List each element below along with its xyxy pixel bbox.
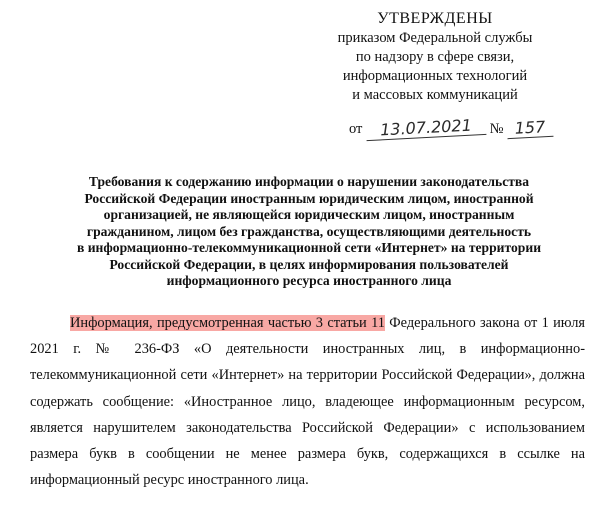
approval-line: по надзору в сфере связи, xyxy=(355,49,515,65)
title-line: в информационно-телекоммуникационной сети «Интернет» на территории xyxy=(76,240,542,255)
highlighted-text: Информация, предусмотренная частью 3 статьи 11 xyxy=(70,315,385,331)
approval-line: информационных технологий xyxy=(342,68,528,84)
order-reference xyxy=(349,115,589,140)
title-line: информационного ресурса иностранного лица xyxy=(166,273,452,288)
title-line: организацией, не являющейся юридическим лицом, иностранным xyxy=(103,207,515,222)
approval-line: и массовых коммуникаций xyxy=(352,87,518,103)
title-line: Российской Федерации, в целях информирования пользователей xyxy=(109,256,509,272)
order-from-label: от xyxy=(349,121,363,137)
approval-stamp xyxy=(300,8,570,105)
order-number-handwritten: 157 xyxy=(507,117,554,139)
paragraph-text: Федерального закона от 1 июля 2021 г. № 236-ФЗ «О деятельности иностранных лиц, в информационно-телекоммуникационной сети «Интернет» на территории Российской Федерации», должна содержать сообщение: «Иностранное лицо, владеющее информационным ресурсом, является нарушителем законодательства Российской Федерации» с использованием размера букв в сообщении не менее размера букв, содержащихся в ссылке на информационный ресурс иностранного лица. xyxy=(30,315,586,489)
order-number-label: № xyxy=(489,121,504,137)
title-line: гражданином, лицом без гражданства, осуществляющими деятельность xyxy=(86,223,532,239)
approval-heading: УТВЕРЖДЕНЫ xyxy=(377,10,493,27)
title-line: Требования к содержанию информации о нарушении законодательства xyxy=(88,174,530,189)
body-paragraph xyxy=(30,310,585,493)
order-date-handwritten: 13.07.2021 xyxy=(366,115,487,141)
approval-line: приказом Федеральной службы xyxy=(337,30,533,46)
document-title xyxy=(34,174,584,290)
title-line: Российской Федерации иностранным юридическим лицом, иностранной xyxy=(84,190,534,206)
